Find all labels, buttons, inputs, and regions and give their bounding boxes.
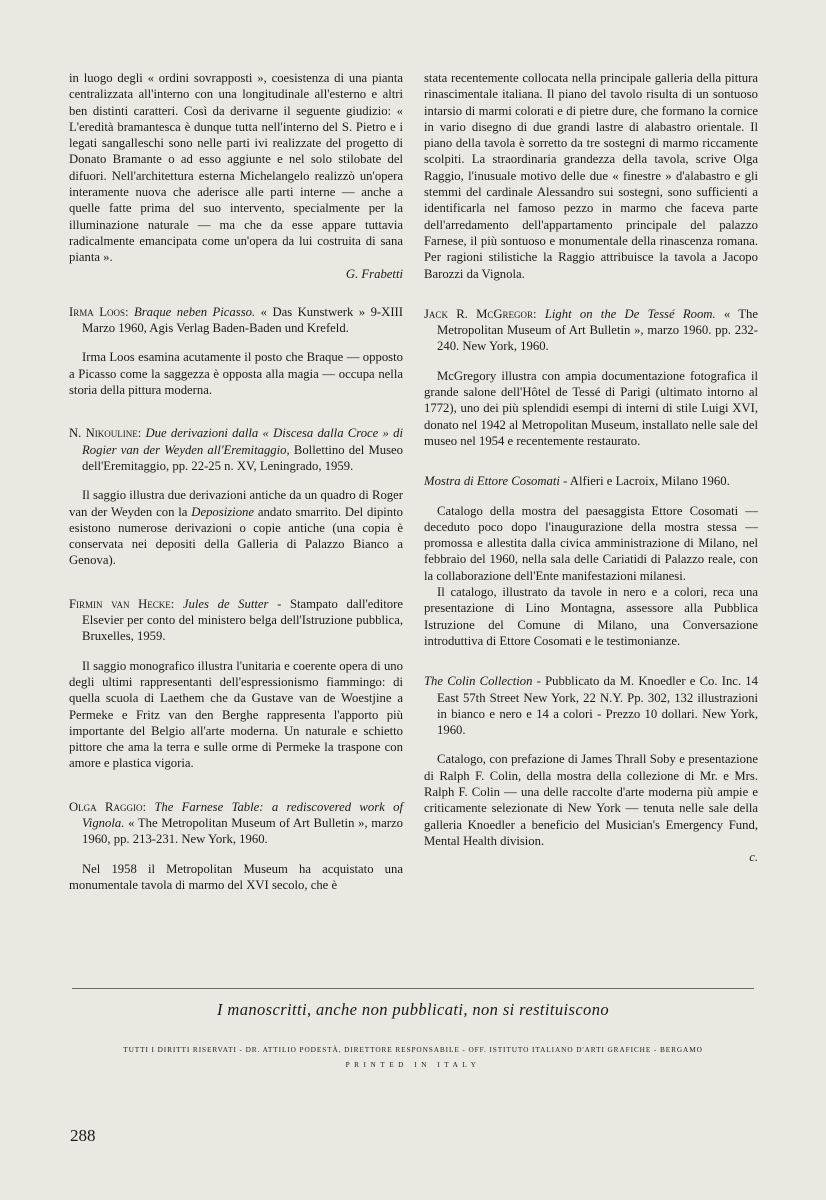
entry-heading	[424, 673, 758, 738]
entry-body: Irma Loos esamina acutamente il posto che Braque — opposto a Picasso come la saggezza è opposta alla magia — occupa nella storia della pittura moderna.	[69, 350, 403, 398]
review-entry-colin	[424, 673, 758, 865]
entry-source: « The Metropolitan Museum of Art Bulletin », marzo 1960. pp. 232-240. New York, 1960.	[437, 306, 759, 354]
review-entry-mcgregor	[424, 306, 758, 449]
continued-review-text: stata recentemente collocata nella principale galleria della pittura rinascimentale italiana. Il piano del tavolo risulta di un sontuoso intarsio di marmi colorati e di pietre dure, che formano la cornice in vario disegno di due grandi lastre di alabastro orientale. Il piano della tavola è sorretto da tre sostegni di marmo riccamente scolpiti. La straordinaria grandezza della tavola, scrive Olga Raggio, l'inusuale motivo delle due « finestre » d'alabastro e gli stemmi del cardinale Alessandro sui sostegni, sono sufficienti a identificarla nel famoso pezzo in marmo che faceva parte dell'arredamento dell'appartamento principale del palazzo Farnese, il più sontuoso e monumentale della rinascenza romana. Per ragioni stilistiche la Raggio attribuisce la tavola a Jacopo Barozzi da Vignola.	[424, 71, 758, 281]
entry-heading: Firmin van Hecke: Jules de Sutter - Stampato dall'editore Elsevier per conto del ministero belga dell'Istruzione pubblica, Bruxelles, 1959.	[69, 596, 404, 644]
left-column	[69, 70, 403, 893]
publisher-credits: TUTTI I DIRITTI RISERVATI - DR. ATTILIO PODESTÀ, DIRETTORE RESPONSABILE - OFF. ISTITUTO ITALIANO D'ARTI GRAFICHE - BERGAMO	[123, 1045, 703, 1054]
page-number: 288	[70, 1126, 96, 1145]
right-column	[424, 70, 758, 865]
entry-body-italic: Deposizione	[191, 504, 255, 519]
printed-in-italy: PRINTED IN ITALY	[345, 1060, 481, 1069]
review-signature: c.	[749, 850, 758, 865]
entry-title: Mostra di Ettore Cosomati	[424, 474, 560, 489]
entry-source: - Pubblicato da M. Knoedler e Co. Inc. 14 East 57th Street New York, 22 N.Y. Pp. 302, 132 illustrazioni in bianco e nero e 14 a colori - Prezzo 10 dollari. New York, 1960.	[437, 674, 758, 738]
entry-body	[69, 487, 403, 568]
review-entry-loos	[69, 304, 403, 398]
entry-body-text: andato smarrito. Del dipinto esistono numerose derivazioni o copie antiche (una copia è conservata nei depositi della Galleria di Palazzo Bianco a Genova).	[69, 504, 403, 568]
entry-source: Bollettino del Museo dell'Eremitaggio, pp. 22-25 n. XV, Leningrado, 1959.	[82, 442, 403, 473]
entry-title: Due derivazioni dalla « Discesa dalla Croce » di Rogier van der Weyden all'Eremitaggio,	[82, 426, 403, 457]
review-entry-van-hecke	[69, 596, 403, 772]
entry-author: N. Nikouline	[69, 426, 138, 441]
review-entry-raggio	[69, 799, 403, 893]
entry-body: McGregory illustra con ampia documentazione fotografica il grande salone dell'Hôtel de Tessé di Parigi (ultimato intorno al 1772), uno dei più splendidi esempi di interni di stile Luigi XVI, donato nel 1942 al Metropolitan Museum, installato nelle sale del museo nel 1954 e recentemente restaurato.	[424, 368, 758, 448]
manuscript-notice: I manoscritti, anche non pubblicati, non si restituiscono	[216, 1000, 610, 1019]
entry-author: Irma Loos	[69, 304, 125, 319]
review-entry-cosomati	[424, 473, 758, 649]
entry-title: Light on the De Tessé Room.	[544, 306, 716, 321]
entry-author: Jack R. McGregor	[424, 306, 534, 321]
entry-body: Il saggio monografico illustra l'unitaria e coerente opera di uno degli ultimi rappresentanti dell'espressionismo fiammingo: di quella scuola di Laethem che da Gustave van de Woestjine a Permeke e Fritz van den Berghe rappresenta l'apporto più importante del Belgio all'arte moderna. Un naturale e schietto pittore che ama la terra e sulle orme di Permeke la traspone con amore e plastica vigoria.	[69, 658, 403, 771]
entry-heading: Olga Raggio: The Farnese Table: a rediscovered work of Vignola. « The Metropolitan Museum of Art Bulletin », marzo 1960, pp. 213-231. New York, 1960.	[69, 799, 404, 847]
entry-body: Il catalogo, illustrato da tavole in nero e a colori, reca una presentazione di Lino Montagna, assessore alla Pubblica Istruzione del Comune di Milano, una Conversazione introduttiva di Ettore Cosomati e le testimonianze.	[424, 585, 758, 648]
entry-body: Nel 1958 il Metropolitan Museum ha acquistato una monumentale tavola di marmo del XVI secolo, che è	[69, 861, 403, 892]
entry-body: Catalogo della mostra del paesaggista Ettore Cosomati — deceduto poco dopo l'inaugurazione della mostra stessa — promossa e allestita dalla civica amministrazione di Milano, nel febbraio del 1960, nella sala delle Cariatidi di Palazzo reale, con la collaborazione dell'Ente manifestazioni milanesi.	[424, 503, 758, 583]
continued-review-text: in luogo degli « ordini sovrapposti », coesistenza di una pianta centralizzata all'interno con una longitudinale all'esterno e altri ben distinti caratteri. Così da derivarne il seguente giudizio: « L'eredità bramantesca è dunque tutta nell'interno del S. Pietro e i legati sangalleschi sono nelle parti ivi realizzate del progetto di Donato Bramante o ad esso aggiunte e nel solo stilobate del difuori. Nell'architettura esterna Michelangelo realizzò un'opera interamente nuova che aderisce alle parti interne — anche a quelle fatte prima del suo intervento, specialmente per la illuminazione naturale — ma che da esse appare tuttavia radicalmente emancipata come un'opera da lui costruita di sana pianta ».	[69, 71, 403, 265]
footer-divider	[72, 988, 754, 989]
entry-heading: N. Nikouline: Due derivazioni dalla « Discesa dalla Croce » di Rogier van der Weyden all'Eremitaggio, Bollettino del Museo dell'Eremitaggio, pp. 22-25 n. XV, Leningrado, 1959.	[69, 426, 403, 473]
entry-author: Firmin van Hecke	[69, 596, 171, 611]
entry-heading	[424, 473, 758, 489]
entry-title: Jules de Sutter	[182, 596, 269, 611]
review-signature: G. Frabetti	[345, 266, 403, 281]
entry-source: « The Metropolitan Museum of Art Bulletin », marzo 1960, pp. 213-231. New York, 1960.	[82, 815, 404, 847]
entry-body: Catalogo, con prefazione di James Thrall Soby e presentazione di Ralph F. Colin, della mostra della collezione di Mr. e Mrs. Ralph F. Colin — una delle raccolte d'arte moderna più ampie e criticamente selezionate di New York — tenuta nelle sale della galleria Knoedler a beneficio del Musician's Emergency Fund, Mental Health division.	[424, 752, 758, 848]
entry-title: Braque neben Picasso.	[133, 304, 256, 319]
entry-author: Olga Raggio	[69, 799, 143, 814]
entry-body-text: Il saggio illustra due derivazioni antiche da un quadro di Roger van der Weyden con la	[69, 488, 403, 519]
entry-title: The Farnese Table: a rediscovered work of Vignola.	[82, 799, 403, 830]
entry-source: - Alfieri e Lacroix, Milano 1960.	[563, 474, 730, 489]
entry-source: « Das Kunstwerk » 9-XIII Marzo 1960, Agis Verlag Baden-Baden und Krefeld.	[82, 304, 403, 336]
review-entry-nikouline	[69, 425, 403, 568]
entry-title: The Colin Collection	[424, 674, 533, 689]
entry-source: - Stampato dall'editore Elsevier per conto del ministero belga dell'Istruzione pubblica, Bruxelles, 1959.	[82, 596, 404, 644]
entry-heading: Irma Loos: Braque neben Picasso. « Das Kunstwerk » 9-XIII Marzo 1960, Agis Verlag Baden-Baden und Krefeld.	[69, 304, 403, 336]
entry-heading: Jack R. McGregor: Light on the De Tessé Room. « The Metropolitan Museum of Art Bulletin », marzo 1960. pp. 232-240. New York, 1960.	[424, 306, 759, 354]
